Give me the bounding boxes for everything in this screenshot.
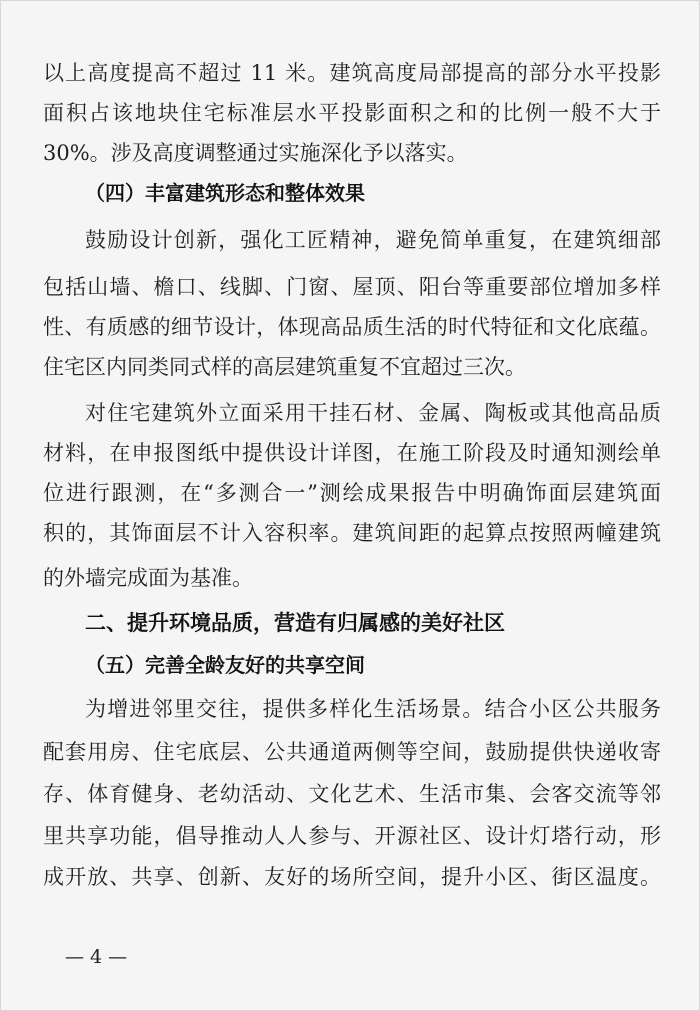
section-heading-5: （五）完善全龄友好的共享空间 bbox=[85, 653, 365, 677]
body-text-line: 性、有质感的细节设计，体现高品质生活的时代特征和文化底蕴。 bbox=[43, 315, 661, 339]
chapter-heading-2: 二、提升环境品质，营造有归属感的美好社区 bbox=[85, 611, 505, 635]
body-text-line: 的外墙完成面为基准。 bbox=[43, 566, 253, 590]
body-text-line: 积的，其饰面层不计入容积率。建筑间距的起算点按照两幢建筑 bbox=[43, 521, 661, 545]
body-text-line: 为增进邻里交往，提供多样化生活场景。结合小区公共服务 bbox=[85, 697, 661, 721]
body-text-line: 鼓励设计创新，强化工匠精神，避免简单重复，在建筑细部 bbox=[85, 228, 661, 252]
body-text-line: 住宅区内同类同式样的高层建筑重复不宜超过三次。 bbox=[43, 355, 526, 379]
body-text-line: 30%。涉及高度调整通过实施深化予以落实。 bbox=[43, 141, 468, 165]
section-heading-4: （四）丰富建筑形态和整体效果 bbox=[85, 181, 365, 205]
body-text-line: 对住宅建筑外立面采用干挂石材、金属、陶板或其他高品质 bbox=[85, 401, 661, 425]
body-text-line: 里共享功能，倡导推动人人参与、开源社区、设计灯塔行动，形 bbox=[43, 824, 661, 848]
body-text-line: 面积占该地块住宅标准层水平投影面积之和的比例一般不大于 bbox=[43, 101, 661, 125]
body-text-line: 位进行跟测，在“多测合一”测绘成果报告中明确饰面层建筑面 bbox=[43, 481, 661, 505]
body-text-line: 配套用房、住宅底层、公共通道两侧等空间，鼓励提供快递收寄 bbox=[43, 740, 661, 764]
body-text-line: 存、体育健身、老幼活动、文化艺术、生活市集、会客交流等邻 bbox=[43, 782, 661, 806]
body-text-line: 包括山墙、檐口、线脚、门窗、屋顶、阳台等重要部位增加多样 bbox=[43, 275, 661, 299]
body-text-line: 成开放、共享、创新、友好的场所空间，提升小区、街区温度。 bbox=[43, 865, 661, 889]
body-text-line: 材料，在申报图纸中提供设计详图，在施工阶段及时通知测绘单 bbox=[43, 441, 661, 465]
body-text-line: 以上高度提高不超过 11 米。建筑高度局部提高的部分水平投影 bbox=[43, 61, 661, 85]
page-number: — 4 — bbox=[65, 946, 128, 968]
